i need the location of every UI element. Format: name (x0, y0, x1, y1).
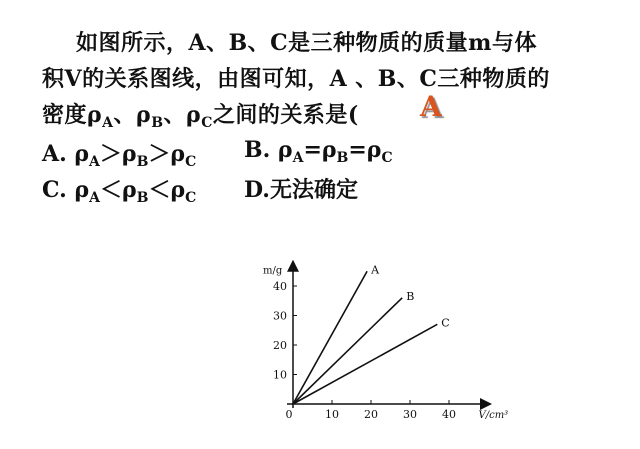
y-tick-label: 20 (273, 339, 287, 352)
series-label-b: B (406, 289, 415, 303)
y-axis-label: m/g (263, 265, 283, 277)
question-line-1: 如图所示，A、B、C是三种物质的质量m与体 (76, 30, 537, 56)
x-axis-label: V/cm³ (478, 410, 509, 421)
question-line-2: 积V的关系图线，由图可知，A 、B、C三种物质的 (42, 66, 550, 92)
question-line-3: 密度$\rho_A$、$\rho_B$、$\rho_C$之间的关系是( (42, 102, 359, 131)
x-tick-label: 10 (325, 408, 339, 421)
y-tick-label: 30 (273, 309, 287, 323)
x-tick-label: 20 (364, 408, 378, 421)
x-tick-label: 30 (403, 408, 417, 421)
series-line-b (293, 298, 402, 404)
option-c: C. $\rho_A<\rho_B<\rho_C$ (42, 177, 197, 206)
x-tick-label: 40 (442, 408, 456, 421)
mass-volume-chart (255, 248, 545, 428)
series-label-a: A (371, 263, 380, 277)
density-word: 密度 (42, 102, 88, 128)
answer-mark: A (420, 90, 442, 123)
option-a: A. $\rho_A>\rho_B>\rho_C$ (42, 141, 197, 170)
x-tick-label: 0 (285, 408, 293, 421)
option-d: D.无法确定 (244, 177, 358, 203)
series-label-c: C (441, 316, 450, 330)
y-tick-label: 40 (273, 280, 287, 293)
option-b: B. $\rho_A=\rho_B=\rho_C$ (244, 137, 393, 166)
y-tick-label: 10 (273, 368, 287, 382)
